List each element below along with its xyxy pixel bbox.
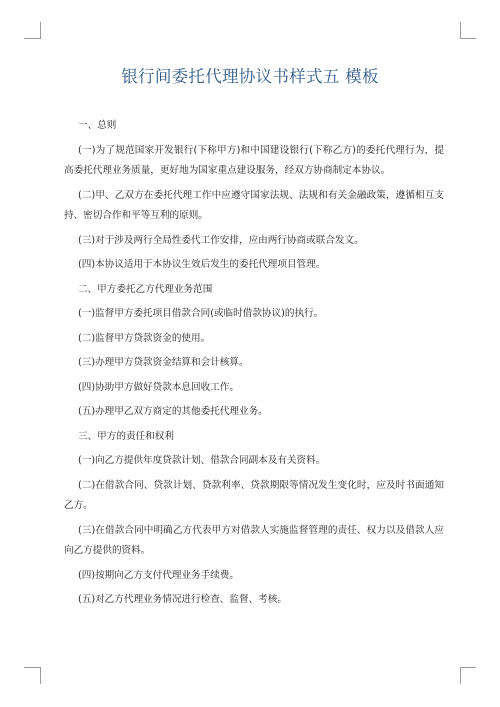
paragraph: (一)向乙方提供年度贷款计划、借款合同副本及有关资料。 <box>78 455 326 466</box>
paragraph: (四)本协议适用于本协议生效后发生的委托代理项目管理。 <box>78 259 326 270</box>
paragraph: (五)办理甲乙双方商定的其他委托代理业务。 <box>78 406 268 417</box>
paragraph: (四)协助甲方做好贷款本息回收工作。 <box>78 381 239 393</box>
section-heading: 一、总则 <box>78 120 117 131</box>
document-body <box>64 116 444 615</box>
paragraph: (三)对于涉及两行全局性委代工作安排，应由两行协商或联合发文。 <box>78 234 364 246</box>
paragraph: (四)按期向乙方支付代理业务手续费。 <box>78 569 239 581</box>
crop-mark <box>40 667 41 684</box>
paragraph: (三)在借款合同中明确乙方代表甲方对借款人实施监督管理的责任、权力以及借款人应向乙方提供的资料。 <box>64 524 444 556</box>
paragraph: (一)为了规范国家开发银行(下称甲方)和中国建设银行(下称乙方)的委托代理行为，提高委托代理业务质量，更好地为国家重点建设服务，经双方协商制定本协议。 <box>64 144 444 176</box>
paragraph: (五)对乙方代理业务情况进行检查、监督、考核。 <box>78 594 287 605</box>
document-title: 银行间委托代理协议书样式五 模板 <box>121 67 379 86</box>
section-heading: 二、甲方委托乙方代理业务范围 <box>78 283 213 295</box>
paragraph: (一)监督甲方委托项目借款合同(或临时借款协议)的执行。 <box>78 308 324 319</box>
paragraph: (二)监督甲方贷款资金的使用。 <box>78 332 211 344</box>
paragraph: (二)在借款合同、贷款计划、贷款利率、贷款期限等情况发生变化时，应及时书面通知乙方。 <box>64 479 444 511</box>
crop-mark <box>40 22 41 39</box>
crop-mark <box>460 667 476 668</box>
crop-mark <box>460 22 461 39</box>
paragraph: (三)办理甲方贷款资金结算和会计核算。 <box>78 357 249 368</box>
section-heading: 三、甲方的责任和权利 <box>78 430 174 442</box>
crop-mark <box>24 667 40 668</box>
crop-mark <box>460 667 461 684</box>
paragraph: (二)甲、乙双方在委托代理工作中应遵守国家法规、法规和有关金融政策，遵循相互支持、密切合作和平等互利的原则。 <box>64 189 444 221</box>
crop-mark <box>24 38 40 39</box>
crop-mark <box>460 38 476 39</box>
